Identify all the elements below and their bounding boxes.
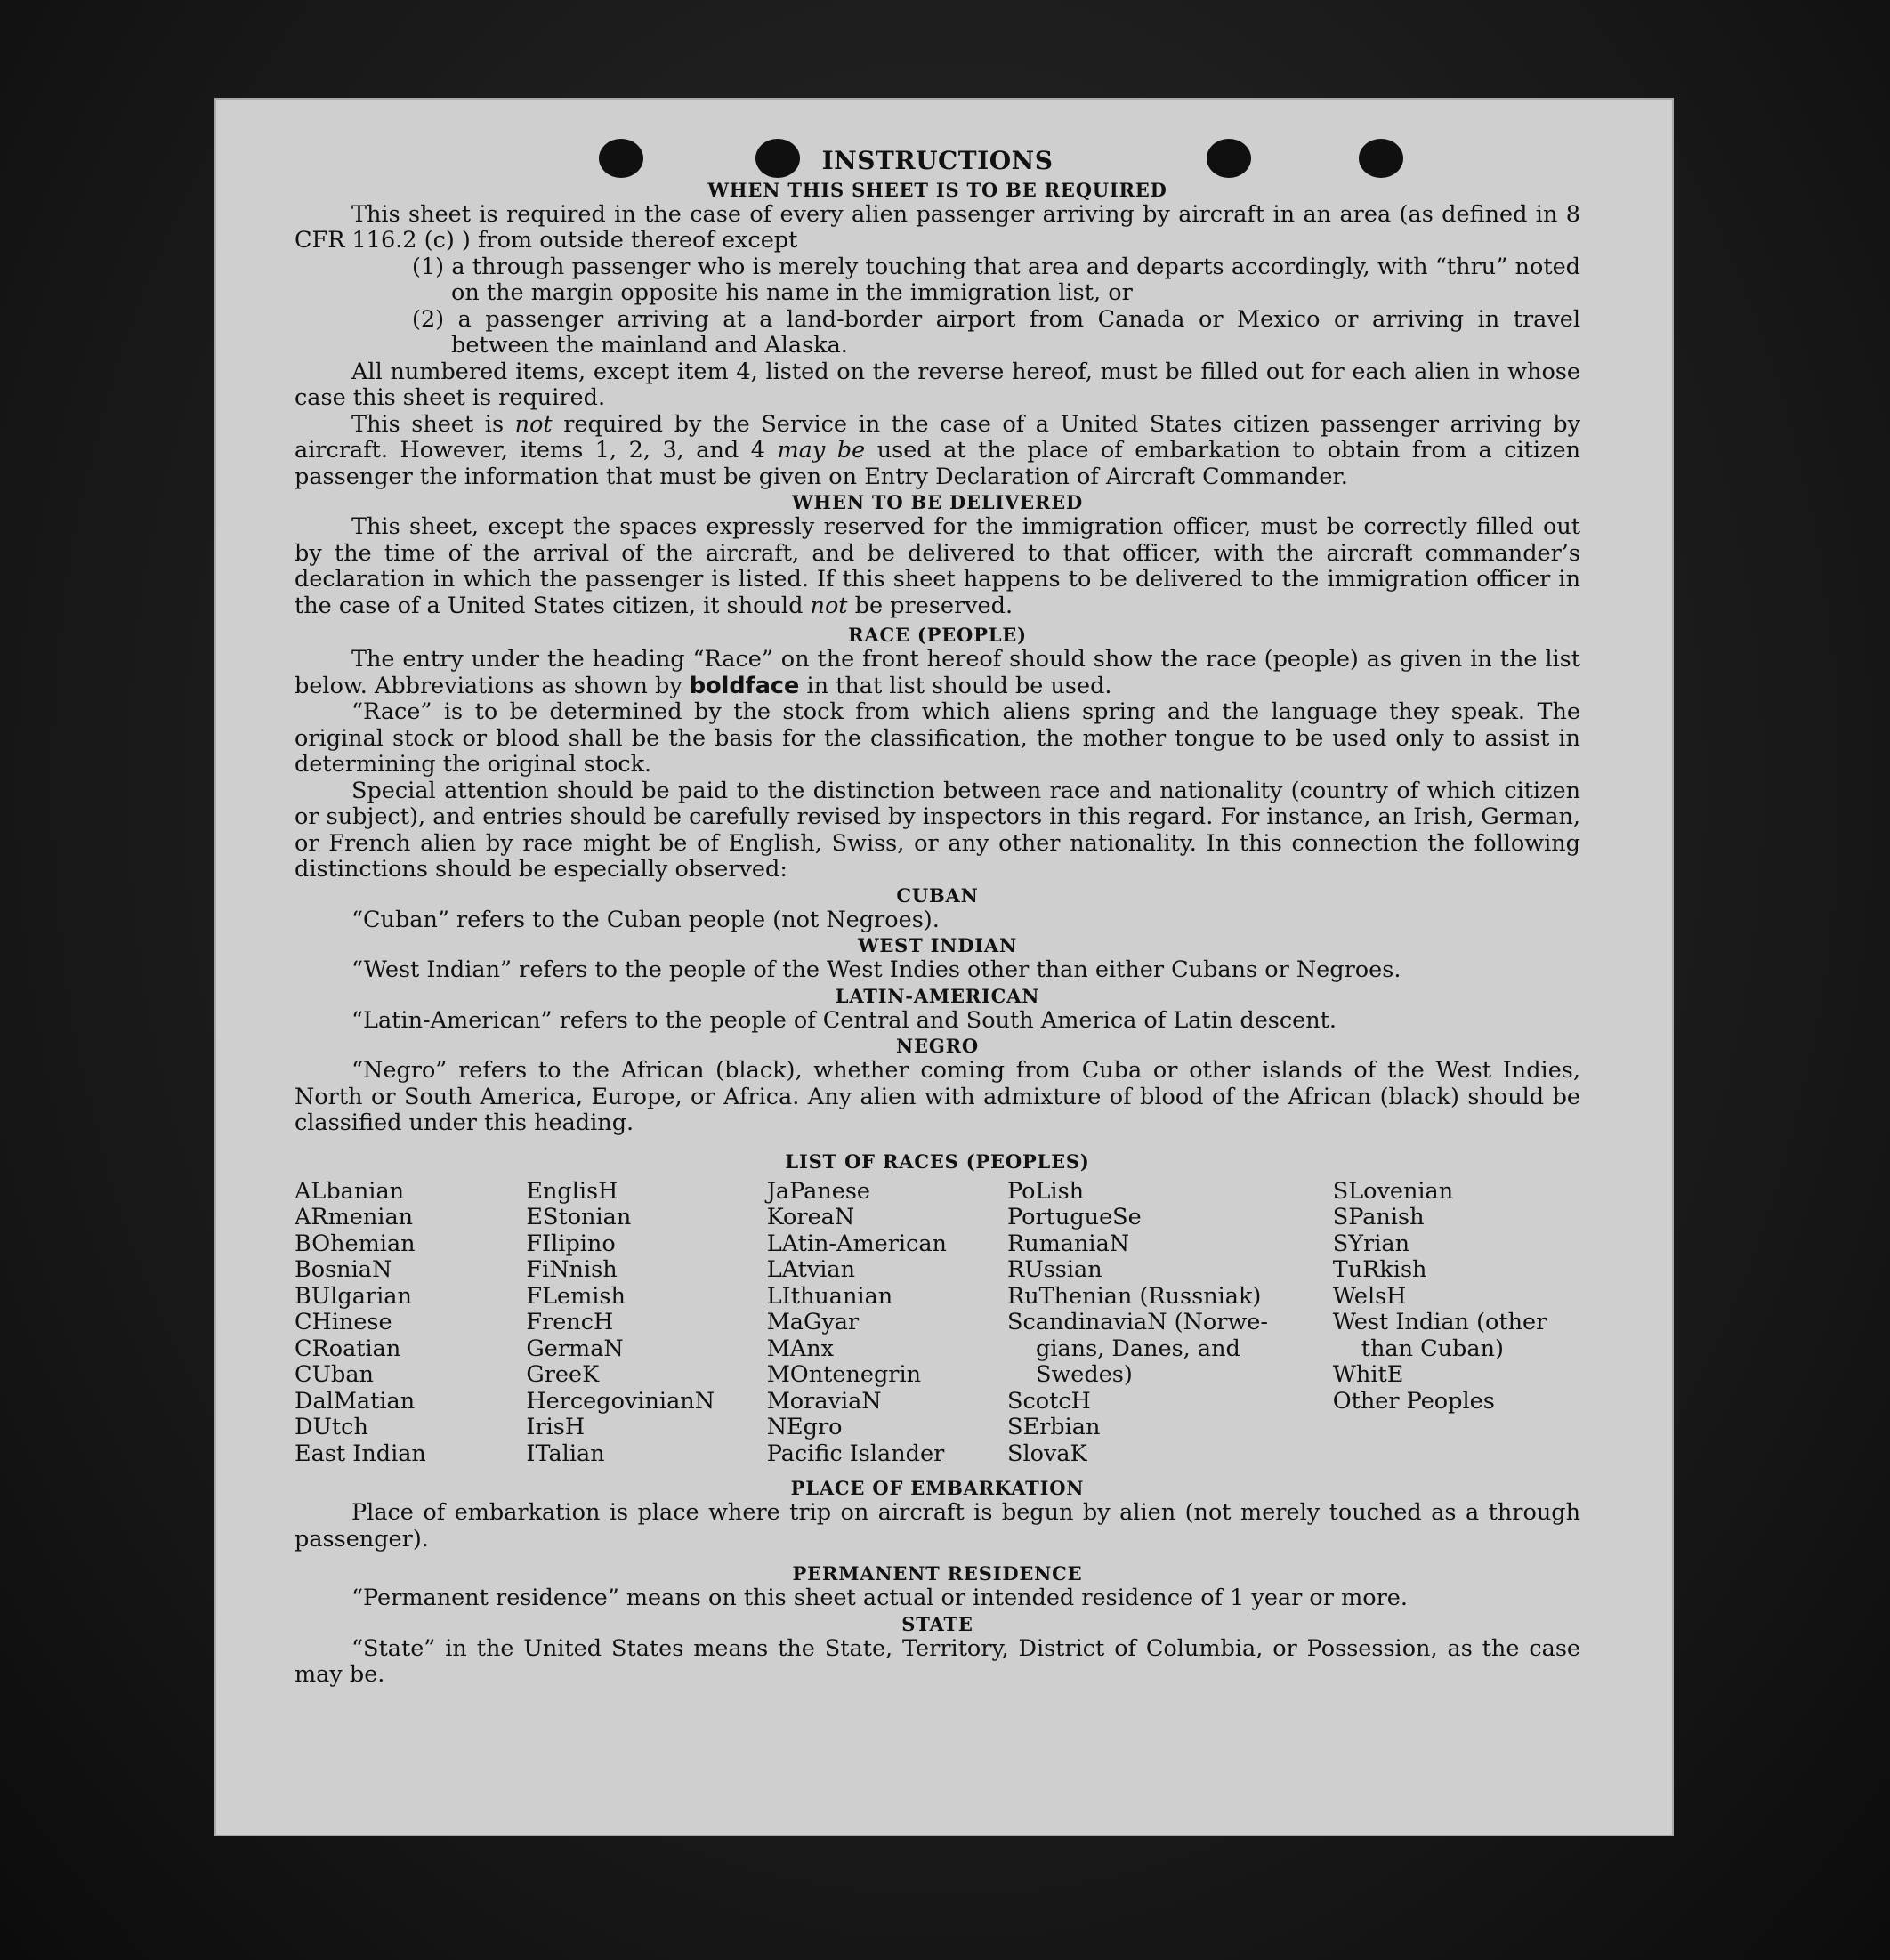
races-column	[767, 1179, 1007, 1468]
paragraph: “Latin-American” refers to the people of Central and South America of Latin descent.	[351, 1006, 1337, 1034]
race-entry: ARmenian	[295, 1204, 414, 1230]
race-entry: FrencH	[526, 1309, 614, 1335]
race-entry: CHinese	[295, 1309, 392, 1335]
race-entry: LIthuanian	[766, 1282, 893, 1310]
race-entry: Swedes)	[1036, 1361, 1133, 1388]
race-entry: GreeK	[526, 1361, 600, 1388]
race-entry: BUlgarian	[295, 1282, 412, 1310]
race-entry: FiNnish	[526, 1256, 618, 1283]
races-column	[295, 1179, 526, 1468]
paragraph: “Race” is to be determined by the stock from which aliens spring and the language they speak. The original stock or blood shall be the basis for the classification, the mother tongue to be used only to assist in determining the original stock.	[295, 698, 1580, 778]
paragraph: “Negro” refers to the African (black), whether coming from Cuba or other islands of the West Indies, North or South America, Europe, or Africa. Any alien with admixture of blood of the African (black) should be classified under this heading.	[295, 1057, 1580, 1136]
race-entry: JaPanese	[766, 1177, 871, 1205]
instructions-body	[295, 148, 1580, 1689]
race-entry: GermaN	[526, 1335, 624, 1362]
race-entry: Pacific Islander	[766, 1440, 945, 1467]
race-entry: gians, Danes, and	[1036, 1335, 1240, 1362]
heading-cuban: CUBAN	[896, 883, 979, 907]
race-entry: SLovenian	[1332, 1177, 1454, 1205]
heading-permanent-residence: PERMANENT RESIDENCE	[792, 1562, 1083, 1585]
race-entry: East Indian	[295, 1440, 426, 1467]
race-entry: LAtvian	[766, 1256, 856, 1283]
heading-place-of-embarkation: PLACE OF EMBARKATION	[790, 1477, 1085, 1499]
paragraph: “Permanent residence” means on this sheet actual or intended residence of 1 year or more.	[351, 1585, 1408, 1611]
list-item: (2) a passenger arriving at a land-border airport from Canada or Mexico or arriving in travel between the mainland and Alaska.	[412, 305, 1580, 359]
page-title: INSTRUCTIONS	[821, 146, 1054, 175]
paragraph: This sheet, except the spaces expressly reserved for the immigration officer, must be correctly filled out by the time of the arrival of the aircraft, and be delivered to that officer, with the aircraft commander’s declaration in which the passenger is listed. If this sheet happens to be delivered to the immigration officer in the case of a United States citizen, it should not be preserved.	[295, 513, 1580, 619]
paragraph: “Cuban” refers to the Cuban people (not Negroes).	[351, 906, 940, 933]
paragraph: This sheet is not required by the Service in the case of a United States citizen passenger arriving by aircraft. However, items 1, 2, 3, and 4 may be used at the place of embarkation to obtain from a citizen passenger the information that must be given on Entry Declaration of Aircraft Commander.	[295, 410, 1581, 490]
race-entry: West Indian (other	[1332, 1309, 1547, 1335]
race-entry: RumaniaN	[1007, 1230, 1130, 1257]
paragraph: This sheet is required in the case of every alien passenger arriving by aircraft in an area (as defined in 8 CFR 116.2 (c) ) from outside thereof except	[295, 200, 1580, 254]
race-entry: SPanish	[1332, 1204, 1425, 1230]
race-entry: NEgro	[766, 1414, 843, 1440]
race-entry: PortugueSe	[1007, 1204, 1142, 1230]
race-entry: Other Peoples	[1332, 1387, 1495, 1415]
race-entry: SYrian	[1332, 1230, 1409, 1257]
race-entry: EStonian	[526, 1204, 632, 1230]
race-entry: DUtch	[295, 1414, 368, 1440]
heading-list-of-races: LIST OF RACES (PEOPLES)	[785, 1149, 1090, 1173]
race-entry: SErbian	[1007, 1414, 1101, 1440]
heading-when-required: WHEN THIS SHEET IS TO BE REQUIRED	[707, 178, 1167, 201]
document-sheet	[214, 98, 1674, 1836]
paragraph: Special attention should be paid to the distinction between race and nationality (country of which citizen or subject), and entries should be carefully revised by inspectors in this regard. For instance, an Irish, German, or French alien by race might be of English, Swiss, or any other nationality. In this connection the following distinctions should be especially observed:	[295, 777, 1580, 883]
race-entry: CRoatian	[295, 1335, 401, 1362]
races-column	[1333, 1179, 1580, 1468]
race-entry: than Cuban)	[1361, 1335, 1504, 1362]
heading-west-indian: WEST INDIAN	[857, 934, 1018, 956]
paragraph: “State” in the United States means the State, Territory, District of Columbia, or Possession, as the case may be.	[295, 1634, 1580, 1688]
race-entry: FIlipino	[526, 1230, 616, 1257]
race-entry: CUban	[295, 1361, 374, 1388]
race-entry: FLemish	[526, 1282, 626, 1310]
heading-when-delivered: WHEN TO BE DELIVERED	[791, 491, 1083, 513]
race-entry: ITalian	[526, 1440, 605, 1467]
race-entry: KoreaN	[766, 1204, 855, 1230]
races-list	[295, 1179, 1580, 1468]
race-entry: MOntenegrin	[766, 1361, 922, 1388]
paragraph: All numbered items, except item 4, listed on the reverse hereof, must be filled out for each alien in whose case this sheet is required.	[295, 358, 1580, 411]
race-entry: MaGyar	[766, 1309, 860, 1335]
race-entry: IrisH	[526, 1414, 586, 1440]
races-column	[526, 1179, 766, 1468]
heading-latin-american: LATIN-AMERICAN	[835, 984, 1040, 1007]
race-entry: ALbanian	[295, 1177, 405, 1205]
race-entry: DalMatian	[295, 1387, 416, 1415]
race-entry: SlovaK	[1007, 1440, 1087, 1467]
heading-state: STATE	[901, 1612, 973, 1635]
race-entry: HercegovinianN	[526, 1387, 715, 1415]
race-entry: PoLish	[1007, 1177, 1085, 1205]
race-entry: TuRkish	[1332, 1256, 1427, 1283]
paragraph: Place of embarkation is place where trip on aircraft is begun by alien (not merely touched as a through passenger).	[295, 1499, 1580, 1553]
races-column	[1007, 1179, 1333, 1468]
list-item: (1) a through passenger who is merely touching that area and departs accordingly, with “thru” noted on the margin opposite his name in the immigration list, or	[412, 253, 1580, 306]
race-entry: BosniaN	[295, 1256, 392, 1283]
race-entry: ScotcH	[1007, 1387, 1091, 1415]
race-entry: RUssian	[1007, 1256, 1102, 1283]
race-entry: LAtin-American	[766, 1230, 947, 1257]
heading-negro: NEGRO	[896, 1035, 979, 1057]
race-entry: ScandinaviaN (Norwe-	[1007, 1309, 1269, 1335]
race-entry: EnglisH	[526, 1177, 618, 1205]
heading-race: RACE (PEOPLE)	[848, 624, 1027, 646]
race-entry: BOhemian	[295, 1230, 416, 1257]
race-entry: MAnx	[766, 1335, 835, 1362]
paragraph: The entry under the heading “Race” on the front hereof should show the race (people) as given in the list below. Abbreviations as shown by boldface in that list should be used.	[295, 646, 1580, 699]
paragraph: “West Indian” refers to the people of the West Indies other than either Cubans or Negroes.	[351, 956, 1401, 983]
race-entry: WhitE	[1332, 1361, 1404, 1388]
race-entry: RuThenian (Russniak)	[1007, 1282, 1262, 1310]
race-entry: WelsH	[1332, 1282, 1407, 1310]
race-entry: MoraviaN	[766, 1387, 882, 1415]
